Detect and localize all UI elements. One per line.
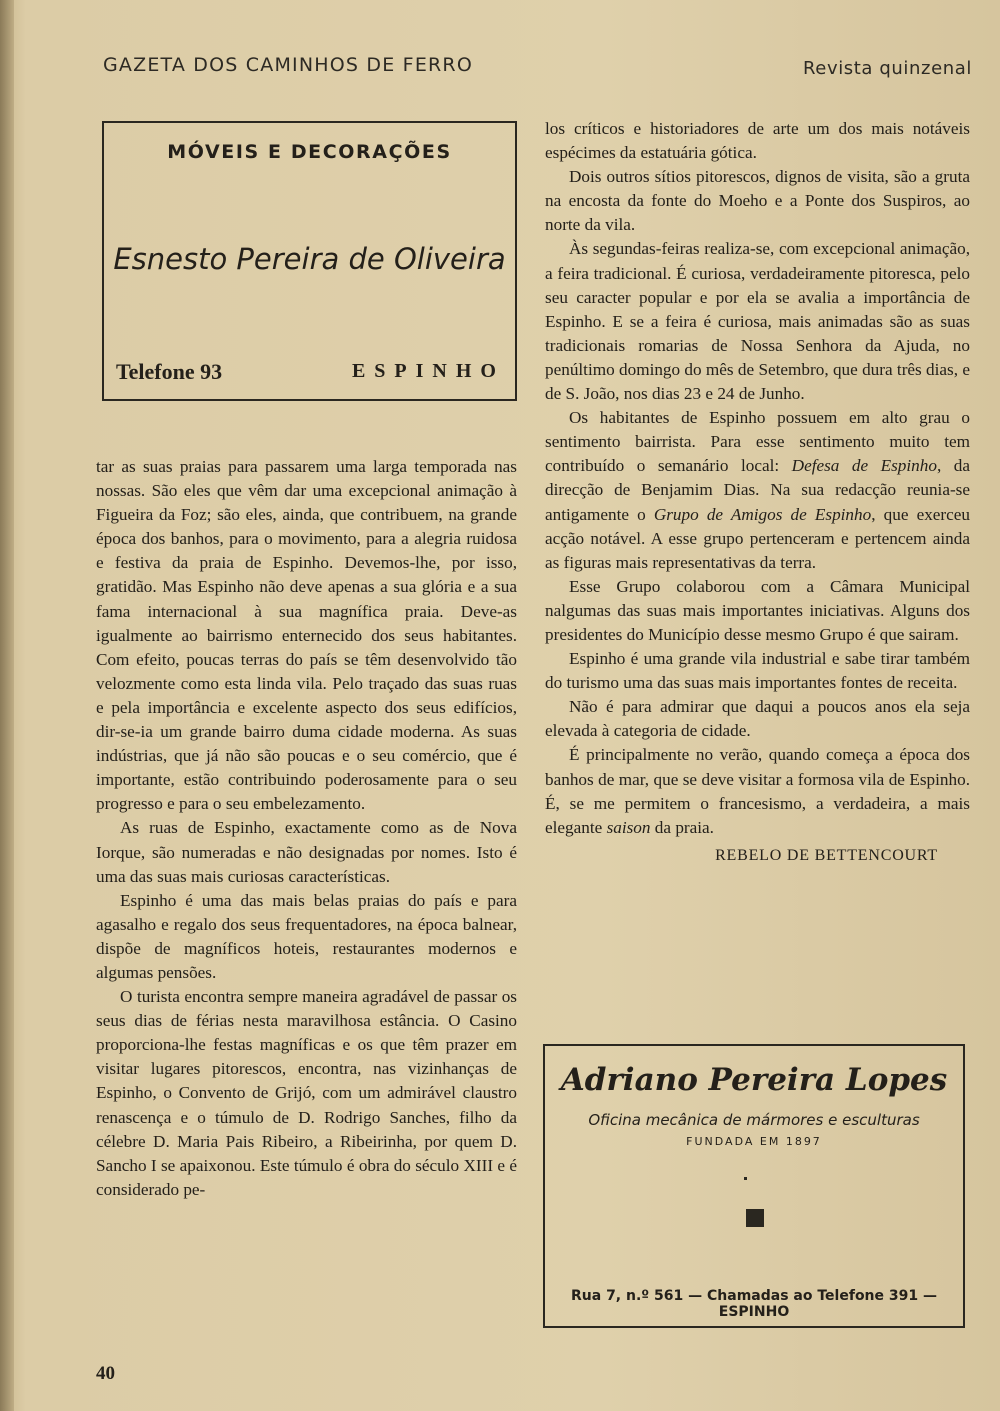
advertisement-marble-workshop bbox=[543, 1044, 965, 1328]
paragraph: Não é para admirar que daqui a poucos anos ela seja elevada à categoria de cidade. bbox=[545, 697, 970, 741]
ad-city: ESPINHO bbox=[351, 360, 505, 382]
paragraph bbox=[545, 743, 970, 839]
paragraph: los críticos e historiadores de arte um dos mais notáveis espécimes da estatuária gótica. bbox=[545, 119, 970, 163]
paragraph-text: , da direcção de Benjamim Dias. Na sua redacção reunia-se antigamente o bbox=[545, 456, 970, 524]
article-right-column bbox=[545, 117, 970, 868]
ad-phone: Telefone 93 bbox=[116, 359, 223, 384]
paragraph: Espinho é uma das mais belas praias do país e para agasalho e regalo dos seus frequentadores, na época balnear, dispõe de magníficos hoteis, restaurantes modernos e algumas pensões. bbox=[96, 890, 517, 982]
paragraph bbox=[545, 406, 970, 575]
ad-business-name: Adriano Pereira Lopes bbox=[560, 1062, 948, 1098]
paragraph: Dois outros sítios pitorescos, dignos de visita, são a gruta na encosta da fonte do Moeho e a Ponte dos Suspiros, ao norte da vila. bbox=[545, 167, 970, 235]
italic-word: saison bbox=[606, 817, 651, 837]
ad-address: Rua 7, n.º 561 — Chamadas ao Telefone 391 — ESPINHO bbox=[571, 1288, 937, 1320]
paragraph: As ruas de Espinho, exactamente como as de Nova Iorque, são numeradas e não designadas por nomes. Isto é uma das suas mais curiosas características. bbox=[96, 818, 517, 886]
paragraph-text: da praia. bbox=[650, 817, 714, 837]
ad-subtitle: Oficina mecânica de mármores e esculturas bbox=[588, 1111, 920, 1129]
paragraph-text: , que exerceu acção notável. A esse grupo pertenceram e pertencem ainda as figuras mais representativas da terra. bbox=[545, 504, 970, 572]
ad-title: MÓVEIS E DECORAÇÕES bbox=[167, 141, 452, 163]
ornament-square bbox=[746, 1209, 764, 1227]
newspaper-title: Defesa de Espinho bbox=[791, 456, 937, 476]
paragraph: tar as suas praias para passarem uma larga temporada nas nossas. São eles que vêm dar uma excepcional animação à Figueira da Foz; são eles, ainda, que contribuem, na grande época dos banhos, para o movimento, para a alegria ruidosa e festiva da praia de Espinho. Devemos-lhe, por isso, gratidão. Mas Espinho não deve apenas a sua glória e a sua fama internacional à sua magnífica praia. Deve-as igualmente ao bairrismo enternecido dos seus habitantes. Com efeito, poucas terras do país se têm desenvolvido tão velozmente como esta linda vila. Pelo traçado das suas ruas e pela importância e excelente aspecto dos seus edifícios, dir-se-ia um grande bairro duma cidade moderna. As suas indústrias, que já não são poucas e o seu comércio, que é importante, estão contribuindo poderosamente para o seu progresso e para o seu embelezamento. bbox=[96, 457, 517, 814]
ornament-dot bbox=[744, 1177, 747, 1180]
article-left-column bbox=[96, 455, 517, 1202]
paragraph: Esse Grupo colaborou com a Câmara Municipal nalgumas das suas mais importantes iniciativas. Alguns dos presidentes do Município desse mesmo Grupo é que sairam. bbox=[545, 576, 970, 644]
publication-frequency: Revista quinzenal bbox=[802, 58, 972, 79]
paragraph: O turista encontra sempre maneira agradável de passar os seus dias de férias nesta maravilhosa estância. O Casino proporciona-lhe festas magníficas e os que têm prazer em visitar lugares pitorescos, encontra, nas vizinhanças de Espinho, o Convento de Grijó, com um admirável claustro renascença e o túmulo de D. Rodrigo Sanches, filho da célebre D. Maria Pais Ribeiro, a Ribeirinha, por quem D. Sancho I se apaixonou. Este túmulo é obra do século XIII e é considerado pe- bbox=[96, 987, 517, 1199]
ad-founded: FUNDADA EM 1897 bbox=[686, 1135, 822, 1148]
paragraph: Espinho é uma grande vila industrial e sabe tirar também do turismo uma das suas mais importantes fontes de receita. bbox=[545, 649, 970, 693]
group-name: Grupo de Amigos de Espinho bbox=[653, 504, 872, 524]
paragraph: Às segundas-feiras realiza-se, com excepcional animação, a feira tradicional. É curiosa, verdadeiramente pitoresca, pelo seu caracter popular e por ela se avalia a importância de Espinho. E se a feira é curiosa, mais animadas são as suas tradicionais romarias de Nossa Senhora da Ajuda, no penúltimo domingo do mês de Setembro, que dura três dias, e de S. João, nos dias 23 e 24 de Junho. bbox=[545, 239, 970, 404]
advertisement-furniture bbox=[102, 121, 517, 401]
binding-gutter bbox=[0, 0, 14, 1411]
author-byline: REBELO DE BETTENCOURT bbox=[715, 846, 938, 864]
publication-title: GAZETA DOS CAMINHOS DE FERRO bbox=[103, 54, 473, 76]
paragraph-text: Os habitantes de Espinho possuem em alto grau o sentimento bairrista. Para esse sentimento muito tem contribuído o semanário local: bbox=[545, 408, 970, 476]
ad-business-name: Esnesto Pereira de Oliveira bbox=[113, 242, 506, 276]
paragraph-text: É principalmente no verão, quando começa a época dos banhos de mar, que se deve visitar a formosa vila de Espinho. É, se me permitem o francesismo, a verdadeira, a mais elegante bbox=[545, 745, 970, 837]
page-number: 40 bbox=[96, 1363, 115, 1384]
